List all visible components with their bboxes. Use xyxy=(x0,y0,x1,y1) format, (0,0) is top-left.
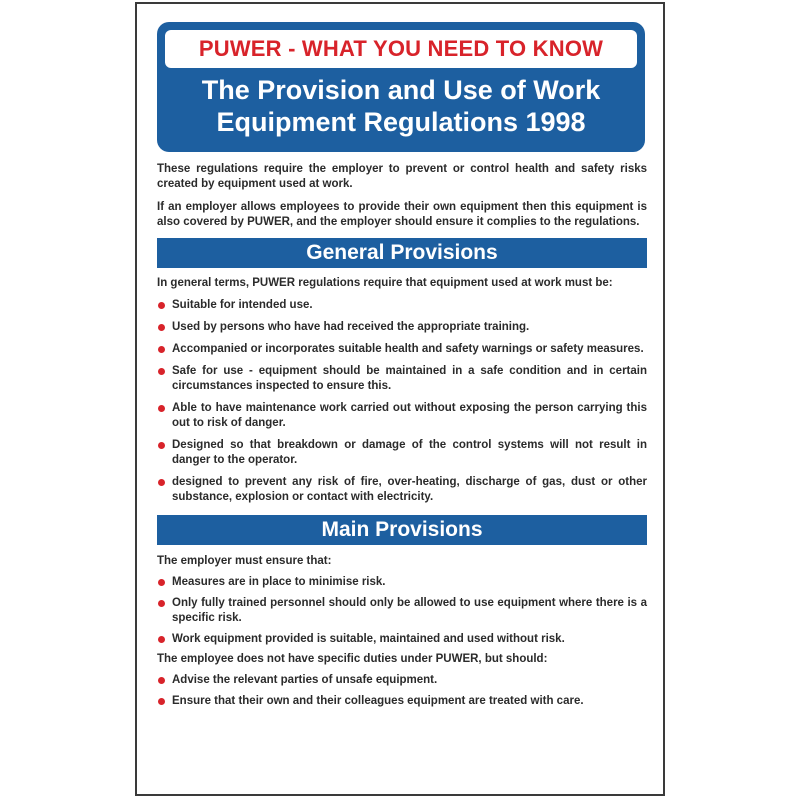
list-item: Measures are in place to minimise risk. xyxy=(157,575,647,590)
header-top-title: PUWER - WHAT YOU NEED TO KNOW xyxy=(165,30,637,68)
bullet-icon xyxy=(158,636,165,643)
general-lead: In general terms, PUWER regulations require that equipment used at work must be: xyxy=(157,277,613,289)
bullet-icon xyxy=(158,368,165,375)
intro-paragraph-2: If an employer allows employees to provide their own equipment then this equipment is also covered by PUWER, and the employer should ensure it complies to the regulations. xyxy=(157,201,647,228)
list-item: Used by persons who have had received the appropriate training. xyxy=(157,320,647,335)
list-item: Accompanied or incorporates suitable health and safety warnings or safety measures. xyxy=(157,342,647,357)
employee-list xyxy=(157,673,647,709)
bullet-icon xyxy=(158,405,165,412)
list-item: Designed so that breakdown or damage of the control systems will not result in danger to the operator. xyxy=(157,438,647,468)
list-item: Able to have maintenance work carried out without exposing the person carrying this out to risk of danger. xyxy=(157,401,647,431)
bullet-icon xyxy=(158,698,165,705)
list-item: Safe for use - equipment should be maintained in a safe condition and in certain circumstances inspected to ensure this. xyxy=(157,364,647,394)
bullet-icon xyxy=(158,579,165,586)
employee-lead: The employee does not have specific duties under PUWER, but should: xyxy=(157,653,548,665)
employer-lead: The employer must ensure that: xyxy=(157,555,332,567)
list-item: Ensure that their own and their colleagues equipment are treated with care. xyxy=(157,694,647,709)
bullet-icon xyxy=(158,479,165,486)
bullet-icon xyxy=(158,600,165,607)
list-item: Only fully trained personnel should only be allowed to use equipment where there is a specific risk. xyxy=(157,596,647,626)
header-subtitle xyxy=(157,74,645,138)
list-item: Advise the relevant parties of unsafe equipment. xyxy=(157,673,647,688)
poster-content xyxy=(157,162,647,709)
employer-list xyxy=(157,575,647,647)
bullet-icon xyxy=(158,324,165,331)
header-subtitle-line1: The Provision and Use of Work xyxy=(201,75,601,105)
main-provisions-heading: Main Provisions xyxy=(157,515,647,545)
bullet-icon xyxy=(158,442,165,449)
header-subtitle-line2: Equipment Regulations 1998 xyxy=(216,107,586,137)
puwer-poster xyxy=(135,2,665,796)
bullet-icon xyxy=(158,677,165,684)
list-item: Work equipment provided is suitable, maintained and used without risk. xyxy=(157,632,647,647)
bullet-icon xyxy=(158,346,165,353)
general-provisions-heading: General Provisions xyxy=(157,238,647,268)
poster-header xyxy=(157,22,645,152)
bullet-icon xyxy=(158,302,165,309)
general-list xyxy=(157,298,647,505)
list-item: Suitable for intended use. xyxy=(157,298,647,313)
list-item: designed to prevent any risk of fire, over-heating, discharge of gas, dust or other substance, explosion or contact with electricity. xyxy=(157,475,647,505)
intro-paragraph-1: These regulations require the employer to prevent or control health and safety risks created by equipment used at work. xyxy=(157,163,647,190)
